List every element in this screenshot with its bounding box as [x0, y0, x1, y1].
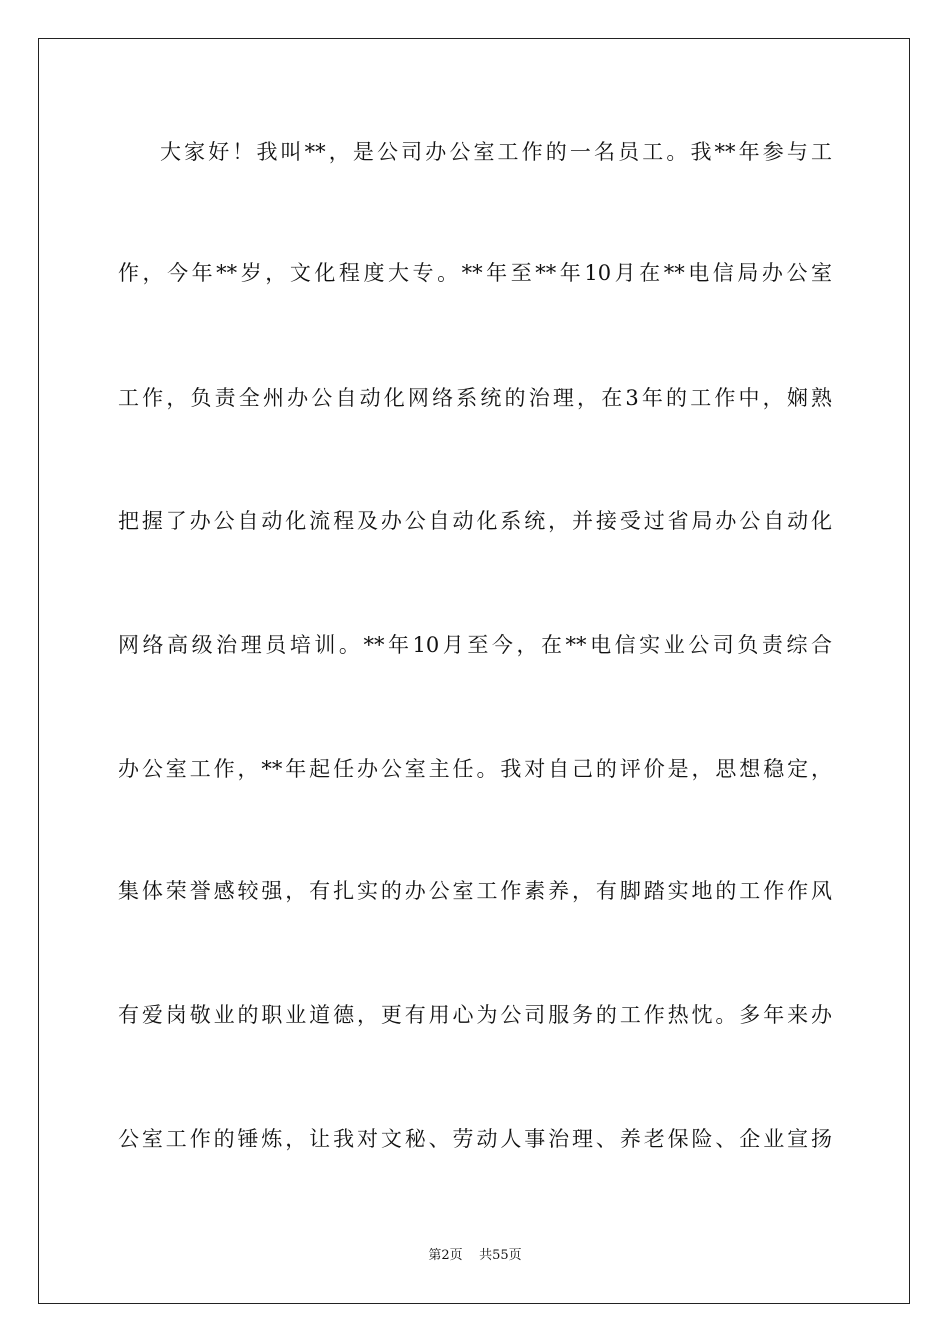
paragraph-line-2: 作，今年**岁，文化程度大专。**年至**年10月在**电信局办公室 — [118, 261, 832, 285]
total-pages: 共55页 — [479, 1248, 522, 1263]
paragraph-line-1: 大家好！我叫**，是公司办公室工作的一名员工。我**年参与工 — [160, 140, 832, 164]
paragraph-line-9: 公室工作的锤炼，让我对文秘、劳动人事治理、养老保险、企业宣扬 — [118, 1127, 832, 1151]
paragraph-line-3: 工作，负责全州办公自动化网络系统的治理，在3年的工作中，娴熟 — [118, 386, 832, 410]
page-number: 第2页 — [428, 1248, 463, 1263]
paragraph-line-7: 集体荣誉感较强，有扎实的办公室工作素养，有脚踏实地的工作作风 — [118, 879, 832, 903]
page-footer — [0, 1247, 950, 1265]
paragraph-line-8: 有爱岗敬业的职业道德，更有用心为公司服务的工作热忱。多年来办 — [118, 1003, 832, 1027]
page-border — [38, 38, 910, 1304]
paragraph-line-4: 把握了办公自动化流程及办公自动化系统，并接受过省局办公自动化 — [118, 509, 832, 533]
paragraph-line-5: 网络高级治理员培训。**年10月至今，在**电信实业公司负责综合 — [118, 633, 832, 657]
paragraph-line-6: 办公室工作，**年起任办公室主任。我对自己的评价是，思想稳定， — [118, 757, 832, 781]
